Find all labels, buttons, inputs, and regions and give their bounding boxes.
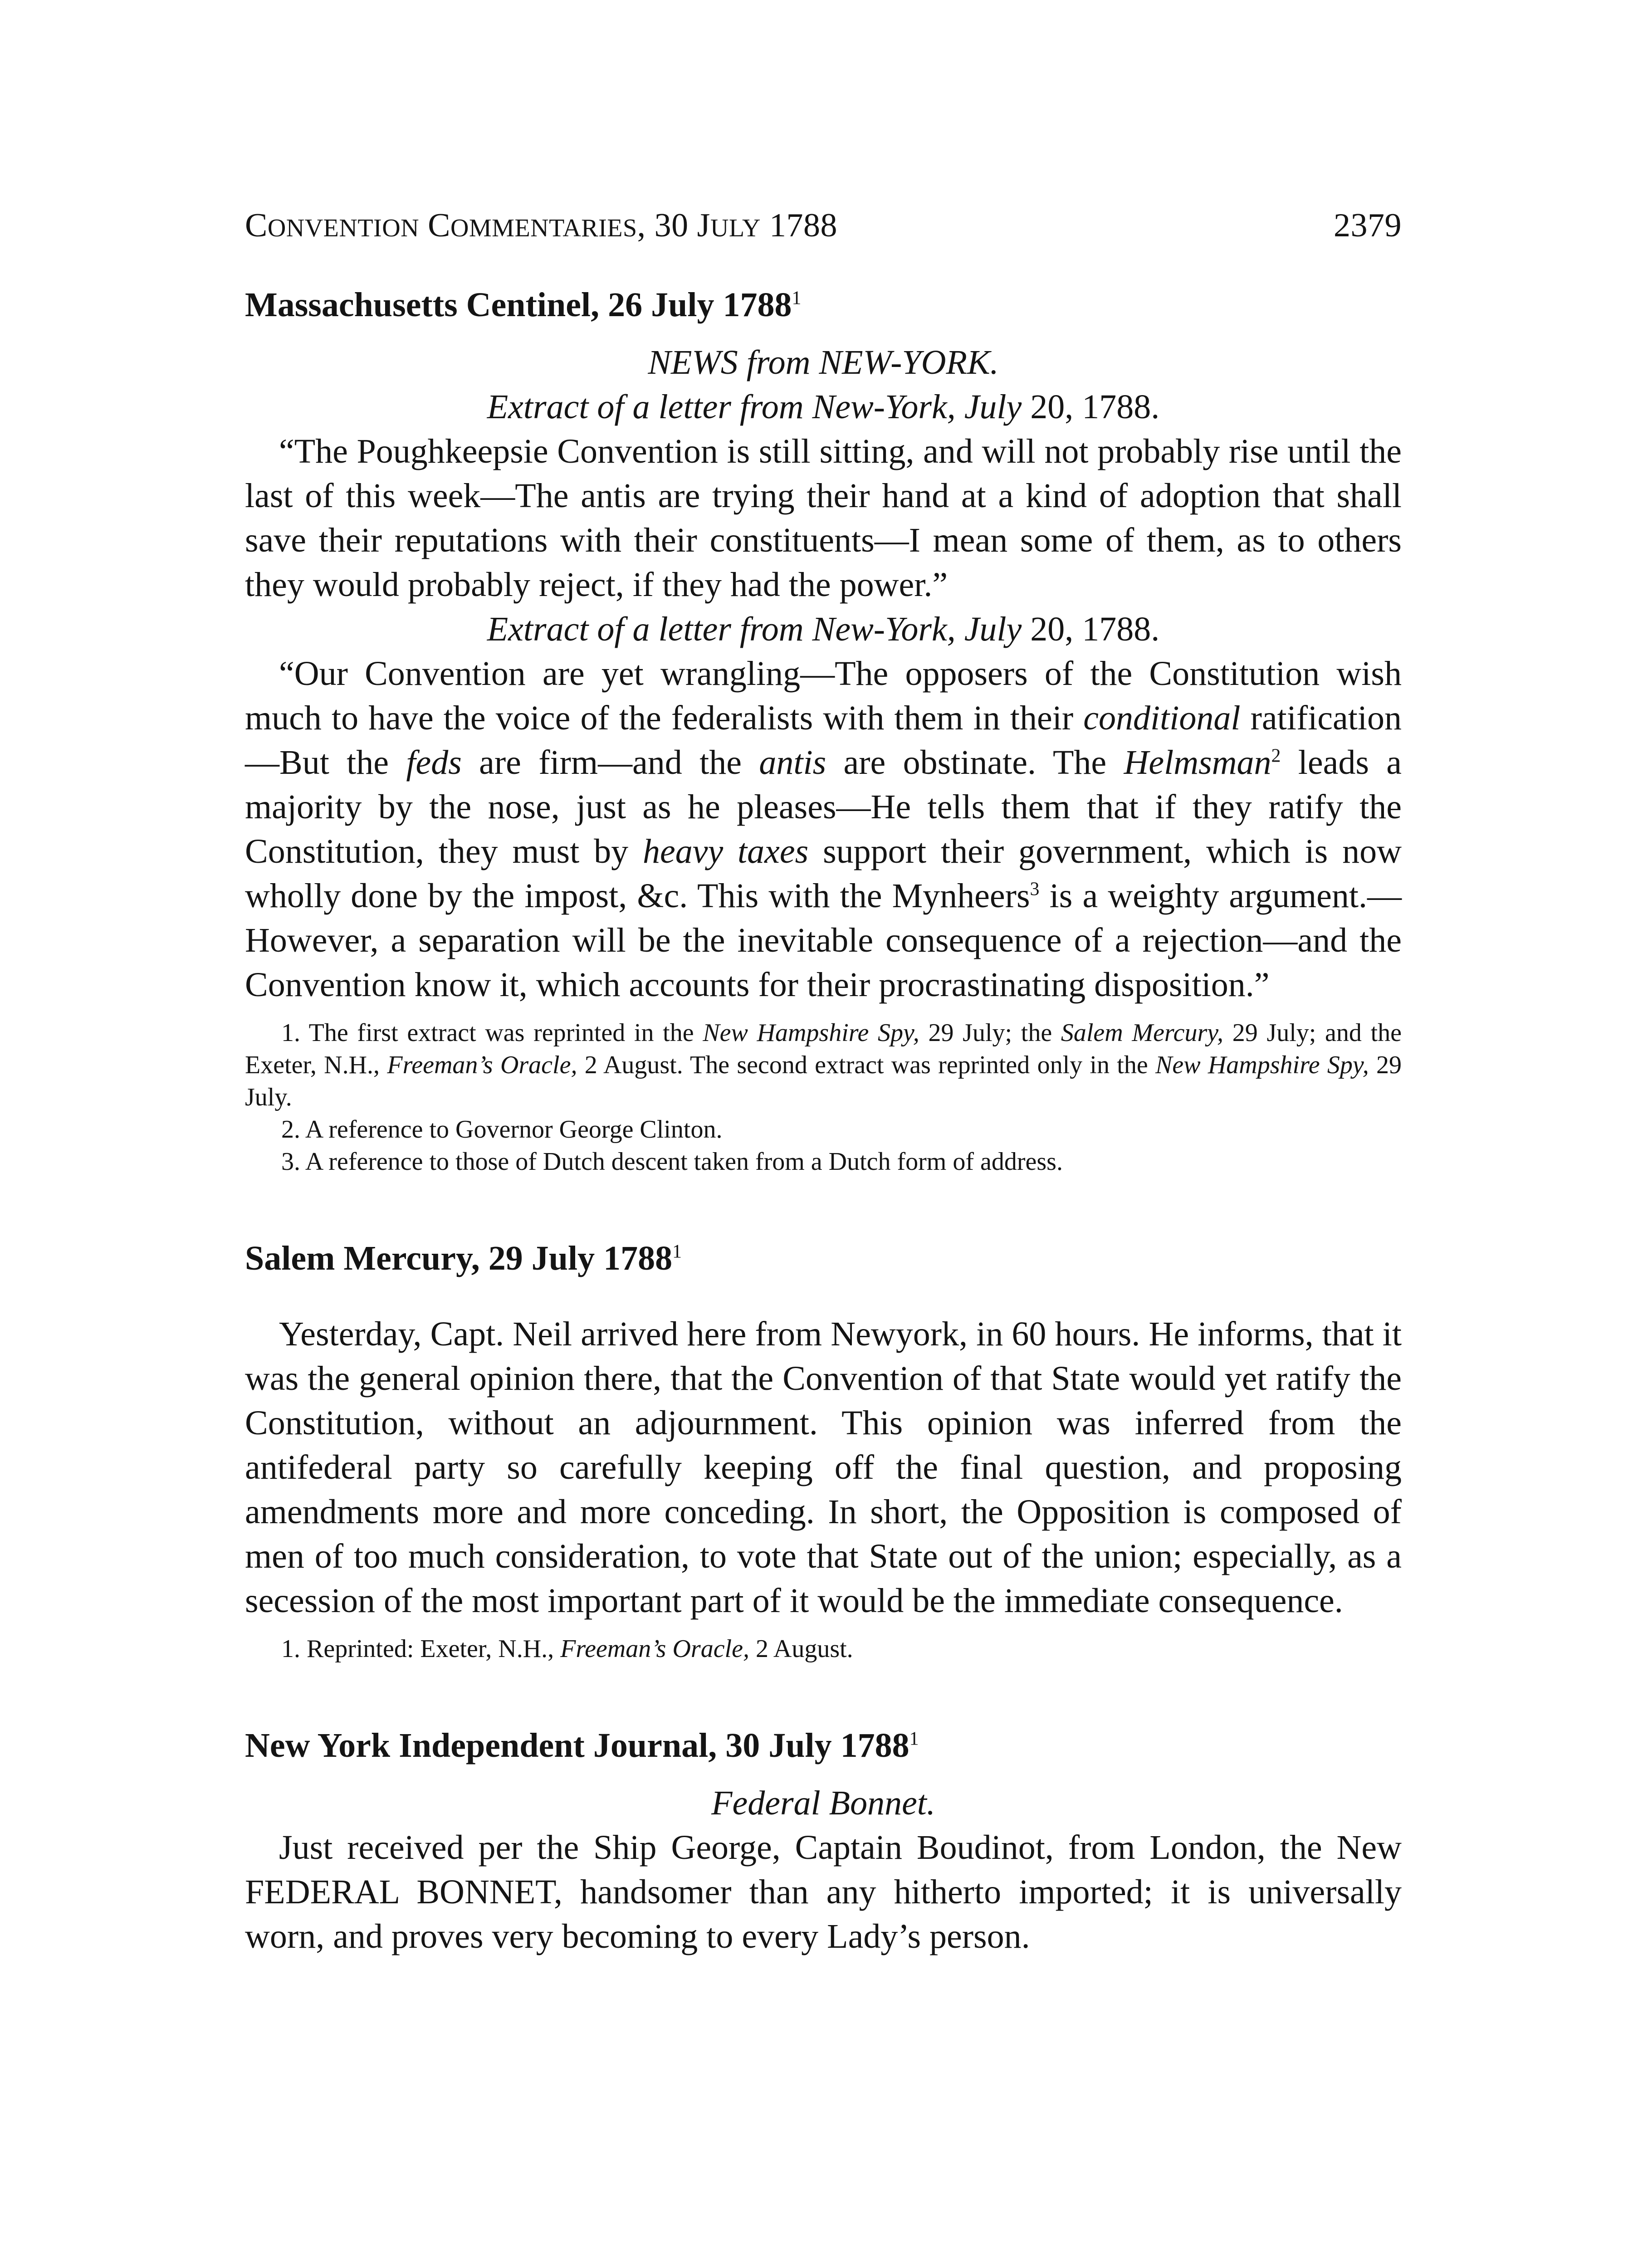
section-title: Salem Mercury, 29 July 1788$^1$ <box>245 1239 682 1277</box>
body-paragraph: “The Poughkeepsie Convention is still sitting, and will not probably rise until the last of this week—The antis are trying their hand at a kind of adoption that shall save their reputations with their constituents—I mean some of them, as to others they would probably reject, if they had the power.” <box>245 432 1402 604</box>
body-paragraph: Just received per the Ship George, Captain Boudinot, from London, the New FEDERAL BONNET, handsomer than any hitherto imported; it is universally worn, and proves very becoming to every Lady’s person. <box>245 1828 1402 1955</box>
footnotes <box>245 1017 1402 1178</box>
footnote: 3. A reference to those of Dutch descent taken from a Dutch form of address. <box>281 1148 1063 1176</box>
page-number: 2379 <box>1334 207 1402 244</box>
footnote: 1. Reprinted: Exeter, N.H., Freeman’s Oracle, 2 August. <box>281 1635 853 1663</box>
subheading: Federal Bonnet. <box>711 1784 935 1822</box>
footnote-ref: 2 <box>1271 745 1281 767</box>
body-paragraph: “Our Convention are yet wrangling—The opposers of the Constitution wish much to have the voice of the federalists with them in their conditional ratification—But the feds are firm—and the antis are obstinate. The Helmsman$^2$ leads a majority by the nose, just as he pleases—He tells them that if they ratify the Constitution, they must by heavy taxes support their government, which is now wholly done by the impost, &c. This with the Mynheers$^3$ is a weighty argument.—However, a separation will be the inevitable consequence of a rejection—and the Convention know it, which accounts for their procrastinating disposition.” <box>245 655 1402 1004</box>
footnote-ref: 1 <box>792 288 802 309</box>
running-title: CONVENTION COMMENTARIES, 30 JULY 1788 <box>245 207 837 244</box>
book-page <box>245 206 1402 2268</box>
section-title: Massachusetts Centinel, 26 July 1788$^1$ <box>245 286 802 324</box>
section-independent-journal <box>245 1724 1402 1959</box>
news-heading: NEWS from NEW-YORK. <box>648 343 999 381</box>
footnote-ref: 3 <box>1030 879 1040 900</box>
section-salem-mercury <box>245 1237 1402 1665</box>
footnote: 2. A reference to Governor George Clinton. <box>281 1115 723 1144</box>
footnote-ref: 1 <box>909 1728 919 1750</box>
extract-heading: Extract of a letter from New-York, July 20, 1788. <box>487 388 1160 426</box>
section-massachusetts-centinel <box>245 284 1402 1178</box>
footnote-ref: 1 <box>672 1241 682 1262</box>
footnote: 1. The first extract was reprinted in the New Hampshire Spy, 29 July; the Salem Mercury, 29 July; and the Exeter, N.H., Freeman’s Oracle, 2 August. The second extract was reprinted only in the New Hampshire Spy, 29 July. <box>245 1019 1402 1111</box>
footnotes <box>245 1633 1402 1665</box>
body-paragraph: Yesterday, Capt. Neil arrived here from Newyork, in 60 hours. He informs, that it was the general opinion there, that the Convention of that State would yet ratify the Constitution, without an adjournment. This opinion was inferred from the antifederal party so carefully keeping off the final question, and proposing amendments more and more conceding. In short, the Opposition is composed of men of too much consideration, to vote that State out of the union; especially, as a secession of the most important part of it would be the immediate consequence. <box>245 1315 1402 1620</box>
section-title: New York Independent Journal, 30 July 1788$^1$ <box>245 1726 919 1765</box>
extract-heading: Extract of a letter from New-York, July 20, 1788. <box>487 610 1160 648</box>
running-header <box>245 206 1402 245</box>
